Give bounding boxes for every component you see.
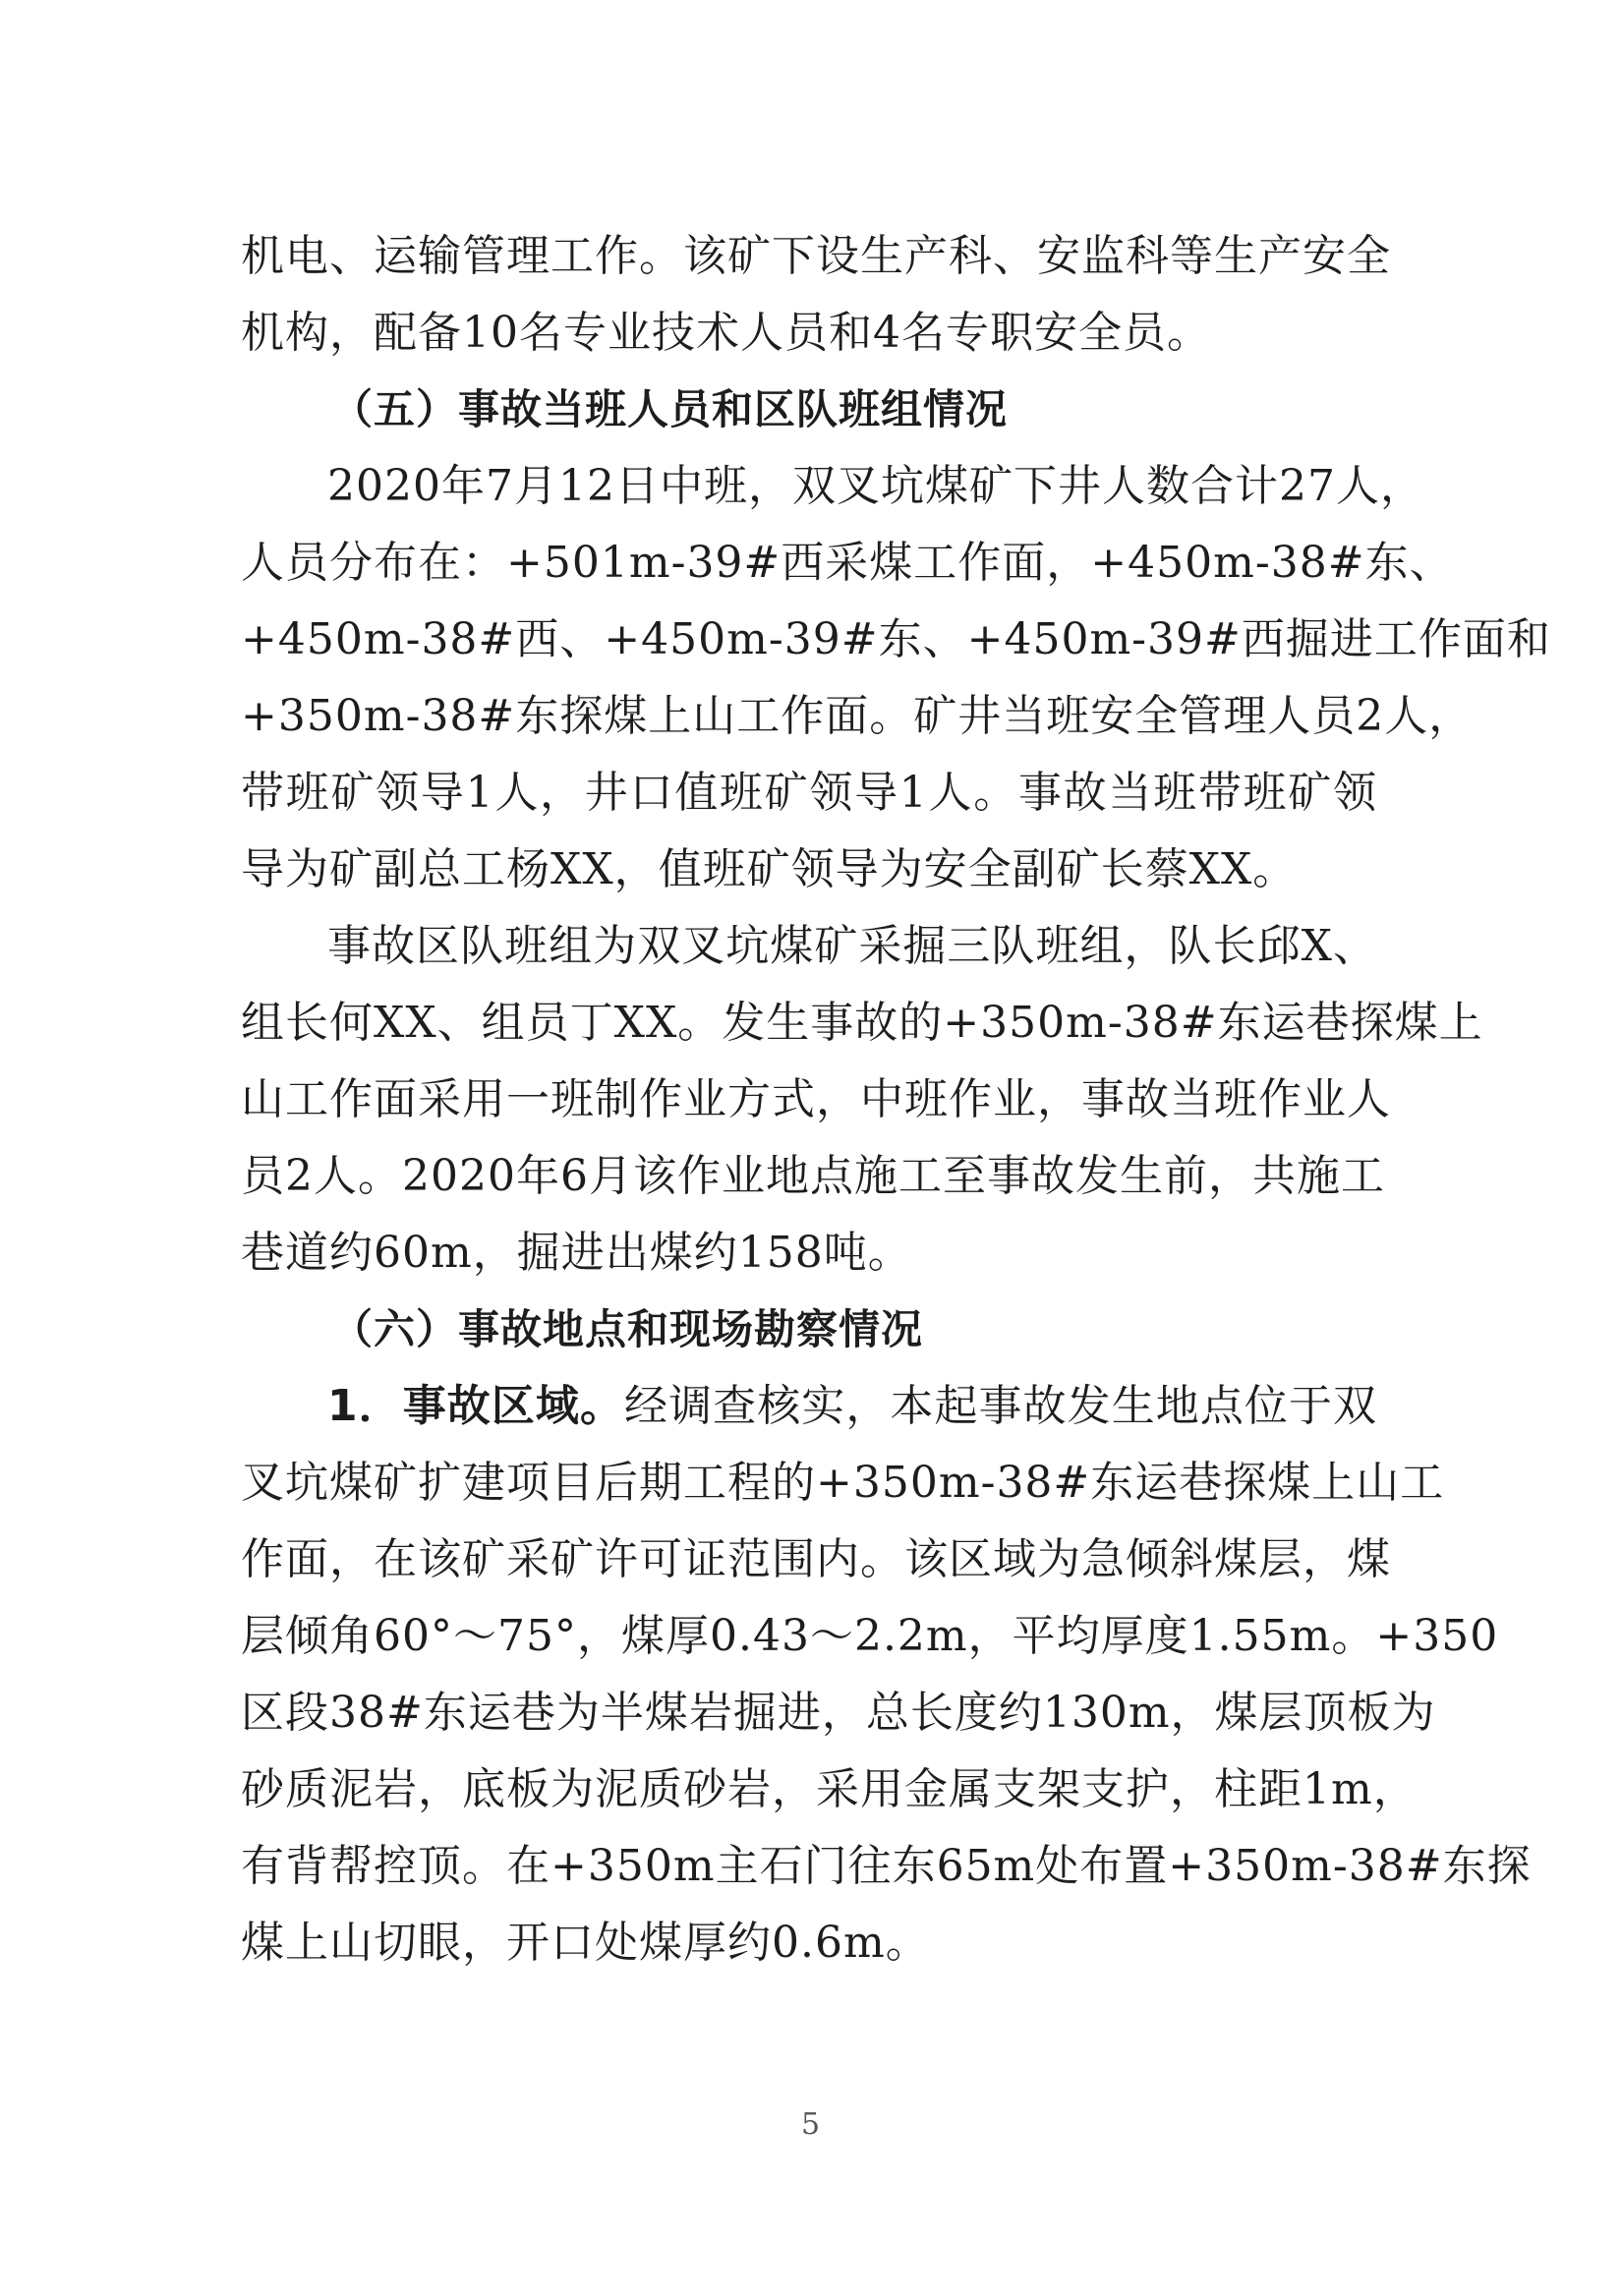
text-line: 带班矿领导1人，井口值班矿领导1人。事故当班带班矿领 [241,768,1377,818]
document-body [241,218,1551,1981]
subsection-lead: 1．事故区域。 [327,1381,625,1431]
text-line: 山工作面采用一班制作业方式，中班作业，事故当班作业人 [241,1074,1391,1124]
section-heading: （五）事故当班人员和区队班组情况 [331,385,1009,433]
text-line: 巷道约60m，掘进出煤约158吨。 [241,1228,912,1278]
text-line: 机电、运输管理工作。该矿下设生产科、安监科等生产安全 [241,231,1391,281]
text-line: 层倾角60°～75°，煤厚0.43～2.2m，平均厚度1.55m。+350 [241,1611,1499,1661]
text-line: 导为矿副总工杨XX，值班矿领导为安全副矿长蔡XX。 [241,844,1298,894]
page-number: 5 [800,2107,821,2142]
text-line: +350m-38#东探煤上山工作面。矿井当班安全管理人员2人， [241,691,1474,741]
text-span: 经调查核实，本起事故发生地点位于双 [624,1381,1378,1431]
text-line: 人员分布在：+501m-39#西采煤工作面，+450m-38#东、 [241,538,1454,588]
text-line: 事故区队班组为双叉坑煤矿采掘三队班组，队长邱X、 [327,921,1377,971]
text-line: 砂质泥岩，底板为泥质砂岩，采用金属支架支护，柱距1m， [241,1764,1418,1814]
text-line: +450m-38#西、+450m-39#东、+450m-39#西掘进工作面和 [241,614,1551,664]
text-line: 员2人。2020年6月该作业地点施工至事故发生前，共施工 [241,1151,1385,1201]
text-line: 叉坑煤矿扩建项目后期工程的+350m-38#东运巷探煤上山工 [241,1458,1445,1508]
text-line: 2020年7月12日中班，双叉坑煤矿下井人数合计27人， [327,461,1424,511]
text-line [241,1368,1377,1445]
text-line: 组长何XX、组员丁XX。发生事故的+350m-38#东运巷探煤上 [241,998,1483,1048]
text-line: 区段38#东运巷为半煤岩掘进，总长度约130m，煤层顶板为 [241,1688,1436,1738]
section-heading: （六）事故地点和现场勘察情况 [331,1305,924,1353]
text-line: 作面，在该矿采矿许可证范围内。该区域为急倾斜煤层，煤 [241,1534,1391,1584]
text-line: 煤上山切眼，开口处煤厚约0.6m。 [241,1918,930,1968]
text-line: 有背帮控顶。在+350m主石门往东65m处布置+350m-38#东探 [241,1841,1532,1891]
text-line: 机构，配备10名专业技术人员和4名专职安全员。 [241,308,1211,358]
